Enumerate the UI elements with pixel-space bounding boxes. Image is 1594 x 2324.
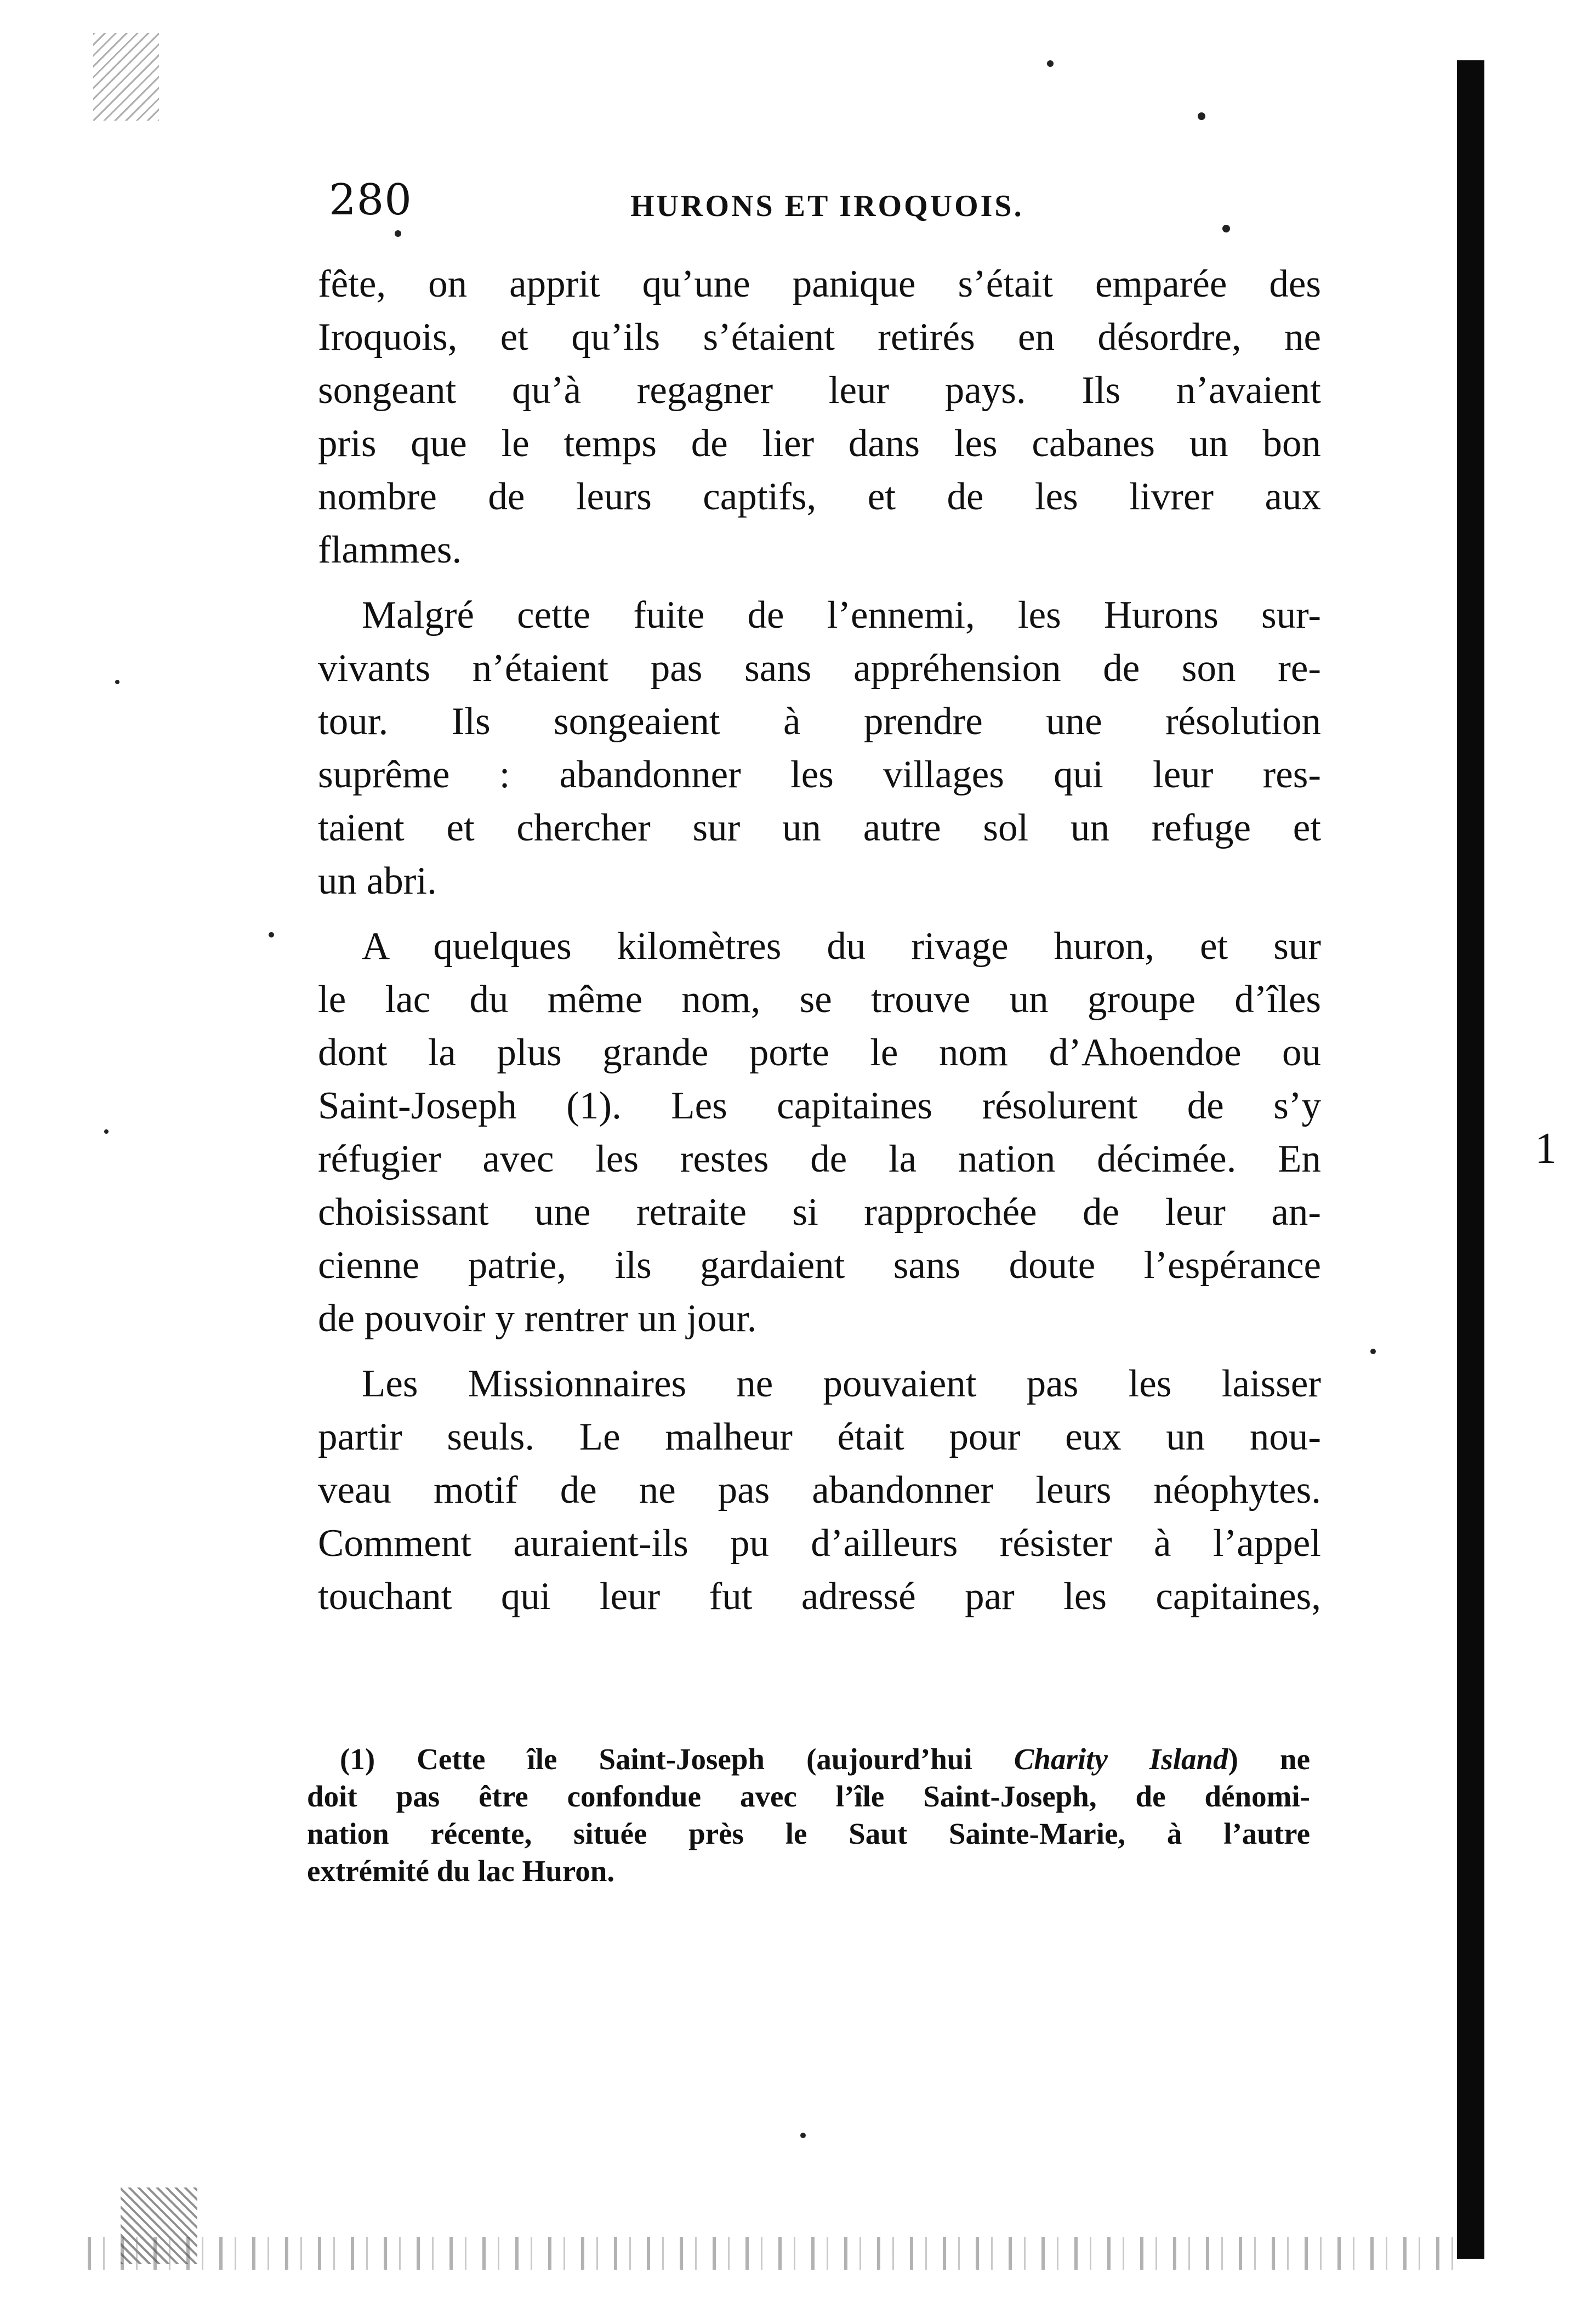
footnote-text: (1) Cette île Saint-Joseph (aujourd’hui	[340, 1742, 1014, 1776]
scan-speck	[800, 2133, 806, 2138]
text-line: suprême : abandonner les villages qui leur res-	[318, 753, 1321, 796]
scan-speck	[115, 680, 119, 684]
text-line: songeant qu’à regagner leur pays. Ils n’avaient	[318, 369, 1321, 412]
text-line: réfugier avec les restes de la nation décimée. En	[318, 1138, 1321, 1180]
footnote-text: ) ne	[1228, 1742, 1310, 1776]
scan-speck	[1047, 60, 1054, 67]
text-line: Saint-Joseph (1). Les capitaines résolurent de s’y	[318, 1084, 1321, 1127]
text-line: Malgré cette fuite de l’ennemi, les Hurons sur-	[362, 594, 1321, 637]
text-line: Comment auraient-ils pu d’ailleurs résister à l’appel	[318, 1522, 1321, 1565]
text-line: le lac du même nom, se trouve un groupe d’îles	[318, 978, 1321, 1021]
footnote-line	[307, 1741, 1310, 1778]
text-line: touchant qui leur fut adressé par les capitaines,	[318, 1575, 1321, 1618]
page-header	[323, 175, 1310, 241]
footnote-line: nation récente, située près le Saut Sainte-Marie, à l’autre	[307, 1817, 1310, 1850]
footnote-line: extrémité du lac Huron.	[307, 1854, 615, 1888]
text-line: tour. Ils songeaient à prendre une résolution	[318, 700, 1321, 743]
paragraph-4	[318, 1357, 1321, 1623]
text-line: vivants n’étaient pas sans appréhension de son re-	[318, 647, 1321, 690]
text-line: un abri.	[318, 860, 437, 902]
paragraph-1	[318, 258, 1321, 577]
margin-mark: 1	[1535, 1124, 1557, 1173]
text-line: dont la plus grande porte le nom d’Ahoendoe ou	[318, 1031, 1321, 1074]
footnote	[307, 1741, 1310, 1890]
text-line: flammes.	[318, 529, 462, 571]
text-line: fête, on apprit qu’une panique s’était emparée des	[318, 263, 1321, 305]
scan-speck	[1370, 1349, 1376, 1354]
text-line: taient et chercher sur un autre sol un refuge et	[318, 806, 1321, 849]
scan-noise-top	[93, 33, 159, 121]
text-line: A quelques kilomètres du rivage huron, et sur	[362, 925, 1321, 968]
text-line: choisissant une retraite si rapprochée de leur an-	[318, 1191, 1321, 1234]
binding-shadow-rule	[1457, 60, 1484, 2259]
footnote-line: doit pas être confondue avec l’île Saint-Joseph, de dénomi-	[307, 1780, 1310, 1813]
text-line: pris que le temps de lier dans les cabanes un bon	[318, 422, 1321, 465]
paragraph-3	[318, 920, 1321, 1345]
scan-speck	[269, 932, 274, 937]
text-line: veau motif de ne pas abandonner leurs néophytes.	[318, 1469, 1321, 1512]
body-text	[318, 258, 1321, 1623]
scan-speck	[104, 1129, 109, 1134]
text-line: partir seuls. Le malheur était pour eux un nou-	[318, 1416, 1321, 1458]
page-number: 280	[329, 175, 412, 225]
scan-noise-bottom	[88, 2237, 1458, 2270]
text-line: Iroquois, et qu’ils s’étaient retirés en désordre, ne	[318, 316, 1321, 359]
text-line: Les Missionnaires ne pouvaient pas les laisser	[362, 1362, 1321, 1405]
footnote-italic-text: Charity Island	[1014, 1742, 1228, 1776]
running-title: HURONS ET IROQUOIS.	[630, 189, 1024, 223]
text-line: de pouvoir y rentrer un jour.	[318, 1297, 757, 1340]
scan-speck	[1198, 112, 1205, 120]
paragraph-2	[318, 589, 1321, 908]
text-line: nombre de leurs captifs, et de les livrer aux	[318, 475, 1321, 518]
text-line: cienne patrie, ils gardaient sans doute l’espérance	[318, 1244, 1321, 1287]
